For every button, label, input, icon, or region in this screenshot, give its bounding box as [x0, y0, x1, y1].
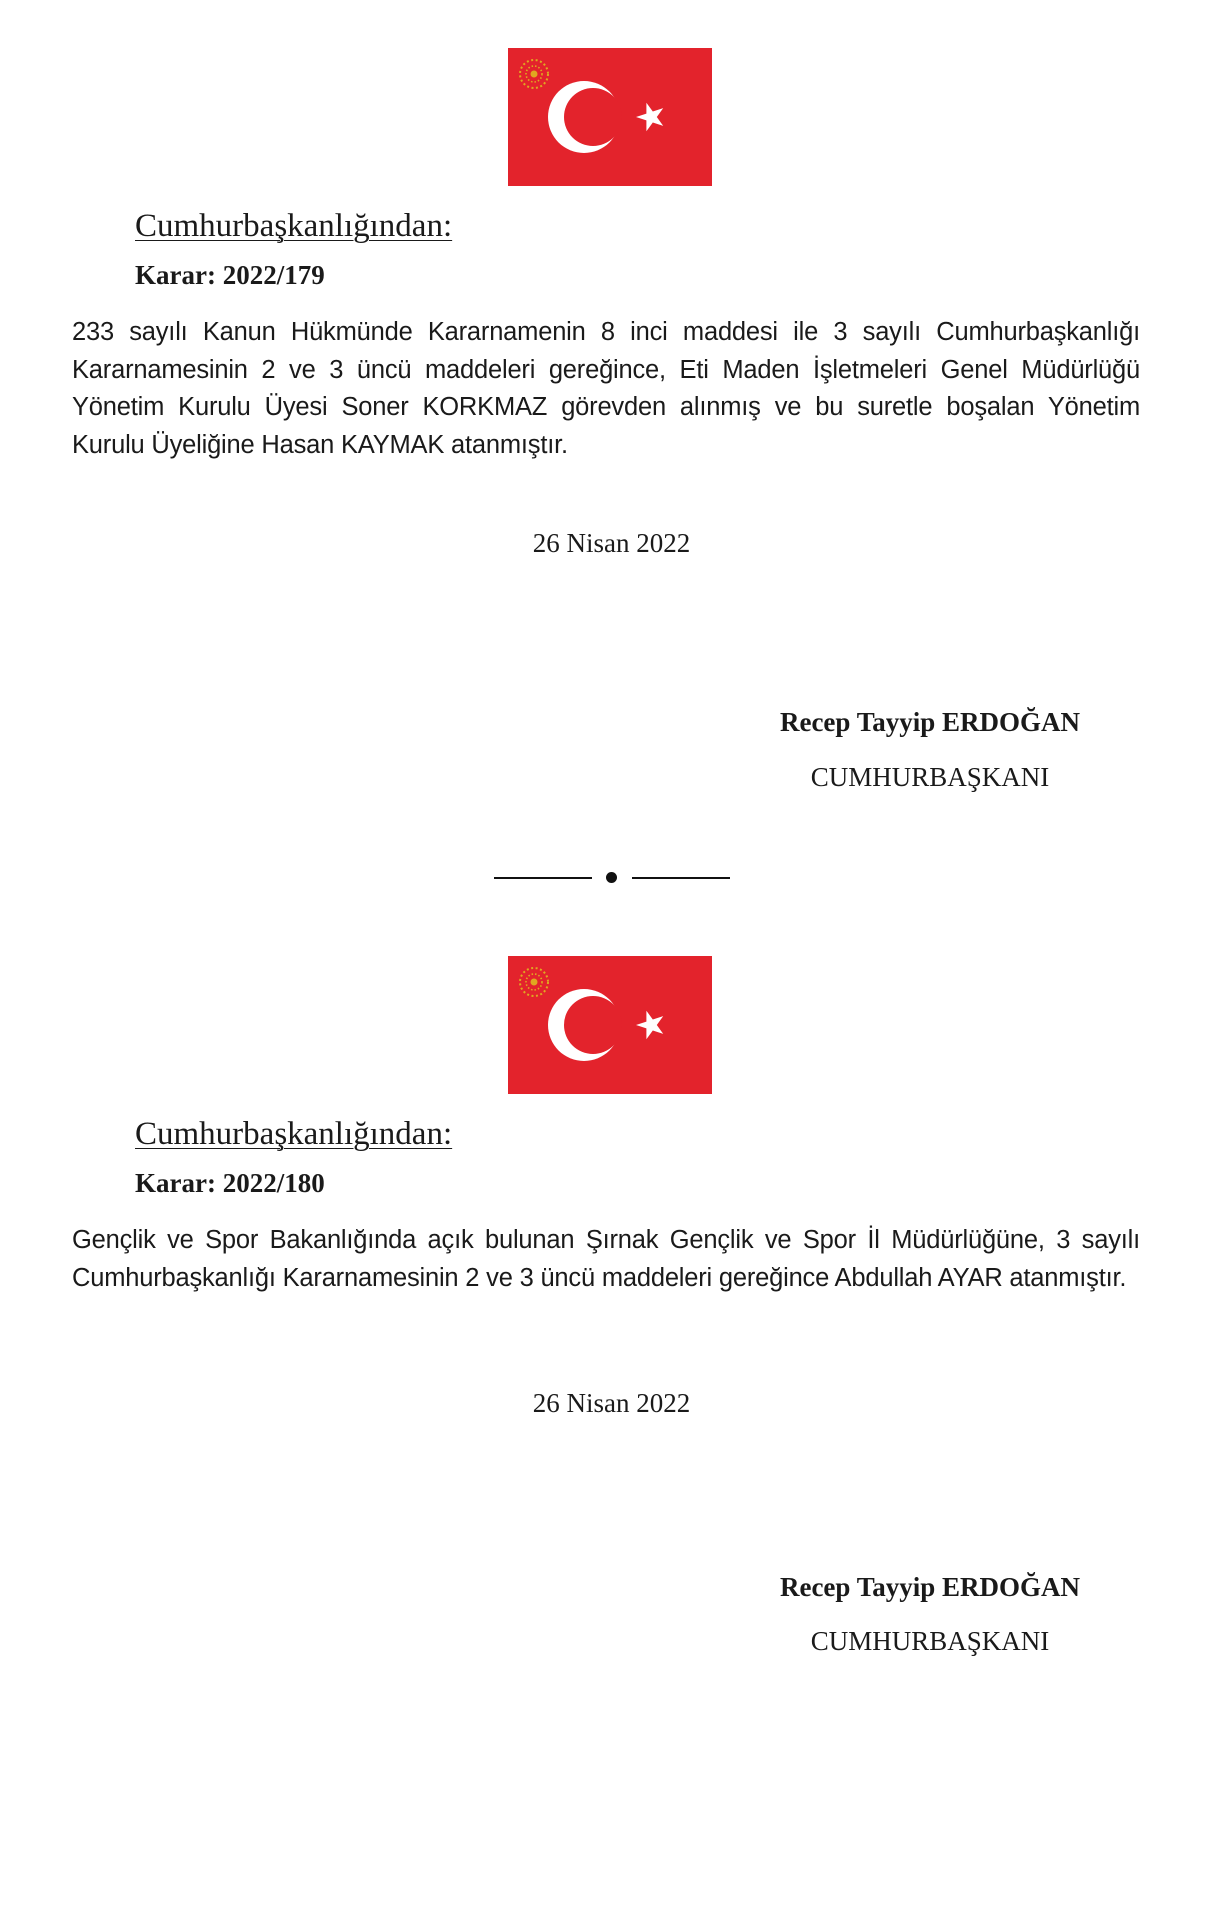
separator-line — [632, 877, 730, 879]
signatory-name: Recep Tayyip ERDOĞAN — [779, 707, 1081, 737]
decision-section — [0, 0, 1223, 900]
decision-section — [0, 908, 1223, 1808]
signatory-title: CUMHURBAŞKANI — [810, 1626, 1050, 1656]
turkish-flag-icon — [508, 48, 712, 186]
separator-dot — [606, 872, 617, 883]
decision-date: 26 Nisan 2022 — [532, 1388, 691, 1418]
turkish-flag-icon — [508, 956, 712, 1094]
section-separator — [0, 860, 1223, 890]
decision-number: Karar: 2022/179 — [135, 260, 325, 290]
issuer-heading: Cumhurbaşkanlığından: — [135, 1116, 453, 1152]
separator-line — [494, 877, 592, 879]
decision-body: 233 sayılı Kanun Hükmünde Kararnamenin 8 inci maddesi ile 3 sayılı Cumhurbaşkanlığı Kararnamesinin 2 ve 3 üncü maddeleri gereğince, Eti Maden İşletmeleri Genel Müdürlüğü Yönetim Kurulu Üyesi Soner KORKMAZ görevden alınmış ve bu suretle boşalan Yönetim Kurulu Üyeliğine Hasan KAYMAK atanmıştır. — [72, 318, 1140, 459]
signatory-title: CUMHURBAŞKANI — [810, 762, 1050, 792]
decision-body: Gençlik ve Spor Bakanlığında açık bulunan Şırnak Gençlik ve Spor İl Müdürlüğüne, 3 sayılı Cumhurbaşkanlığı Kararnamesinin 2 ve 3 üncü maddeleri gereğince Abdullah AYAR atanmıştır. — [72, 1226, 1140, 1292]
issuer-heading: Cumhurbaşkanlığından: — [135, 208, 453, 244]
decision-number: Karar: 2022/180 — [135, 1168, 325, 1198]
signatory-name: Recep Tayyip ERDOĞAN — [779, 1572, 1081, 1602]
decision-date: 26 Nisan 2022 — [532, 528, 691, 558]
